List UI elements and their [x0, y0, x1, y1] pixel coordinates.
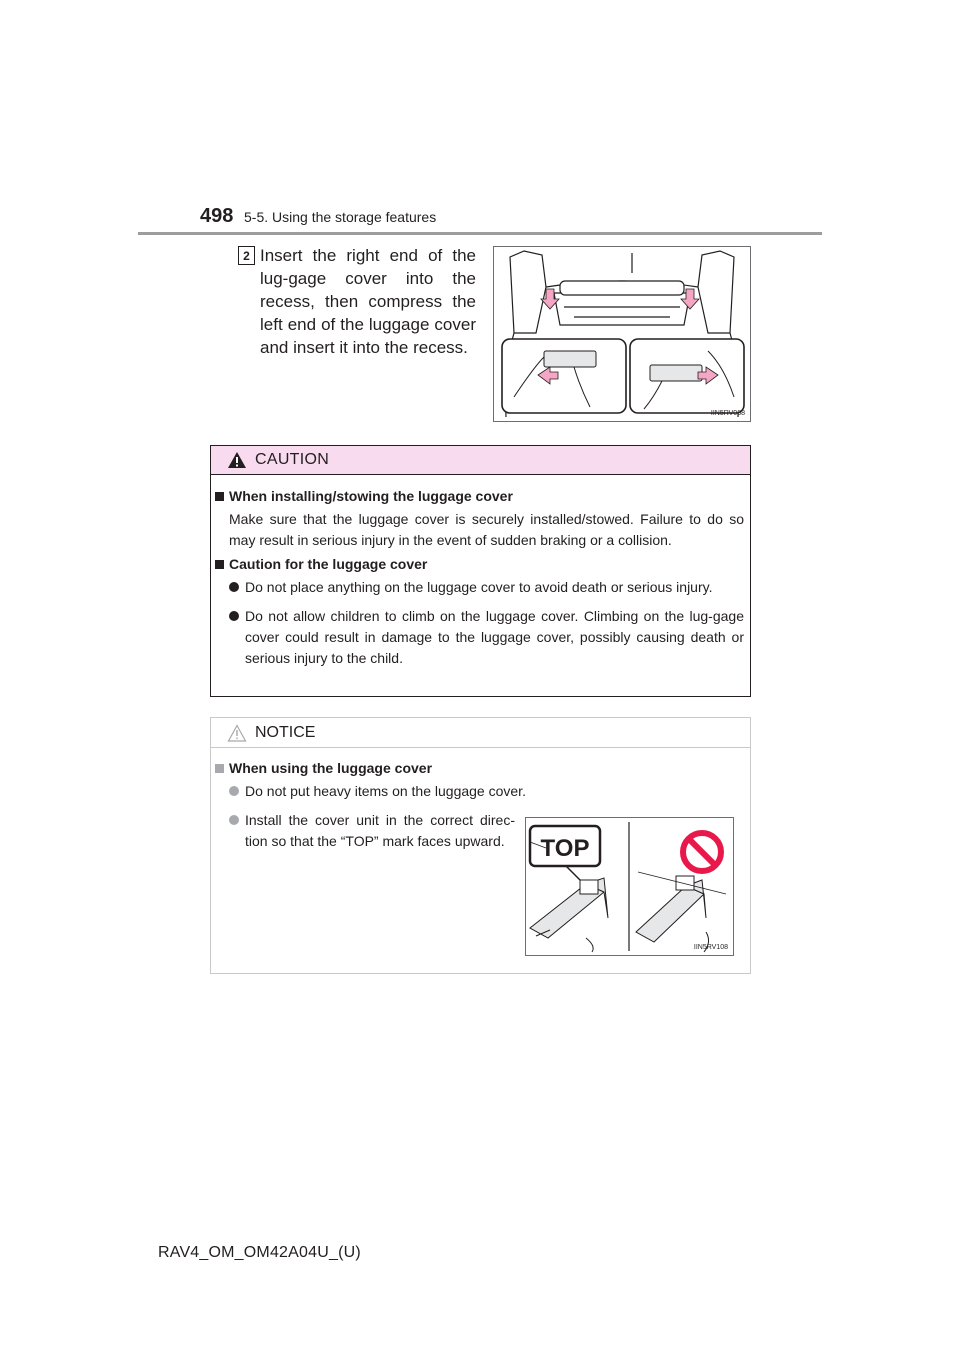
step-instruction: Insert the right end of the lug-gage cover into the recess, then compress the left end of the luggage cover and insert it into the recess. [260, 246, 476, 357]
prohibition-icon [683, 833, 721, 871]
square-bullet-icon [215, 560, 224, 569]
figure-code: IIN5RV068 [710, 410, 745, 417]
notice-bullet-top-mark: Install the cover unit in the correct direc-tion so that the “TOP” mark faces upward. [215, 810, 515, 852]
document-code-footer: RAV4_OM_OM42A04U_(U) [158, 1244, 361, 1261]
top-mark-illustration [525, 817, 734, 956]
dot-bullet-icon [229, 582, 239, 592]
caution-box [210, 445, 751, 697]
page-number: 498 [200, 205, 234, 227]
square-bullet-icon [215, 764, 224, 773]
cover-orientation-drawing [526, 818, 733, 955]
caution-bullet: Do not allow children to climb on the luggage cover. Climbing on the lug-gage cover could result in damage to the luggage cover, possibly causing death or serious injury to the child. [215, 606, 744, 669]
caution-section-installing [215, 486, 744, 551]
header-divider [138, 232, 822, 235]
caution-subheading: Caution for the luggage cover [229, 556, 428, 572]
dot-bullet-icon [229, 611, 239, 621]
notice-triangle-icon [227, 724, 247, 742]
square-bullet-icon [215, 492, 224, 501]
caution-paragraph: Make sure that the luggage cover is securely installed/stowed. Failure to do so may result in serious injury in the event of sudden braking or a collision. [229, 511, 744, 548]
step-number-badge: 2 [238, 246, 255, 265]
notice-header [211, 718, 750, 748]
caution-header [211, 446, 750, 475]
top-mark-label: TOP [540, 835, 590, 862]
notice-bullet: Do not put heavy items on the luggage cover. [215, 781, 744, 802]
caution-subheading: When installing/stowing the luggage cover [229, 488, 513, 504]
rear-cargo-drawing [494, 247, 750, 421]
section-title: 5-5. Using the storage features [244, 209, 437, 225]
caution-section-luggage-cover [215, 554, 744, 669]
notice-title: NOTICE [255, 723, 316, 741]
caution-bullet: Do not place anything on the luggage cover to avoid death or serious injury. [215, 577, 744, 598]
dot-bullet-icon [229, 786, 239, 796]
caution-title: CAUTION [255, 451, 330, 468]
figure-code: IIN5RV108 [693, 944, 728, 951]
notice-subheading: When using the luggage cover [229, 760, 433, 776]
warning-triangle-icon [227, 451, 247, 469]
notice-section [215, 758, 744, 802]
luggage-cover-install-illustration [493, 246, 751, 422]
dot-bullet-icon [229, 815, 239, 825]
